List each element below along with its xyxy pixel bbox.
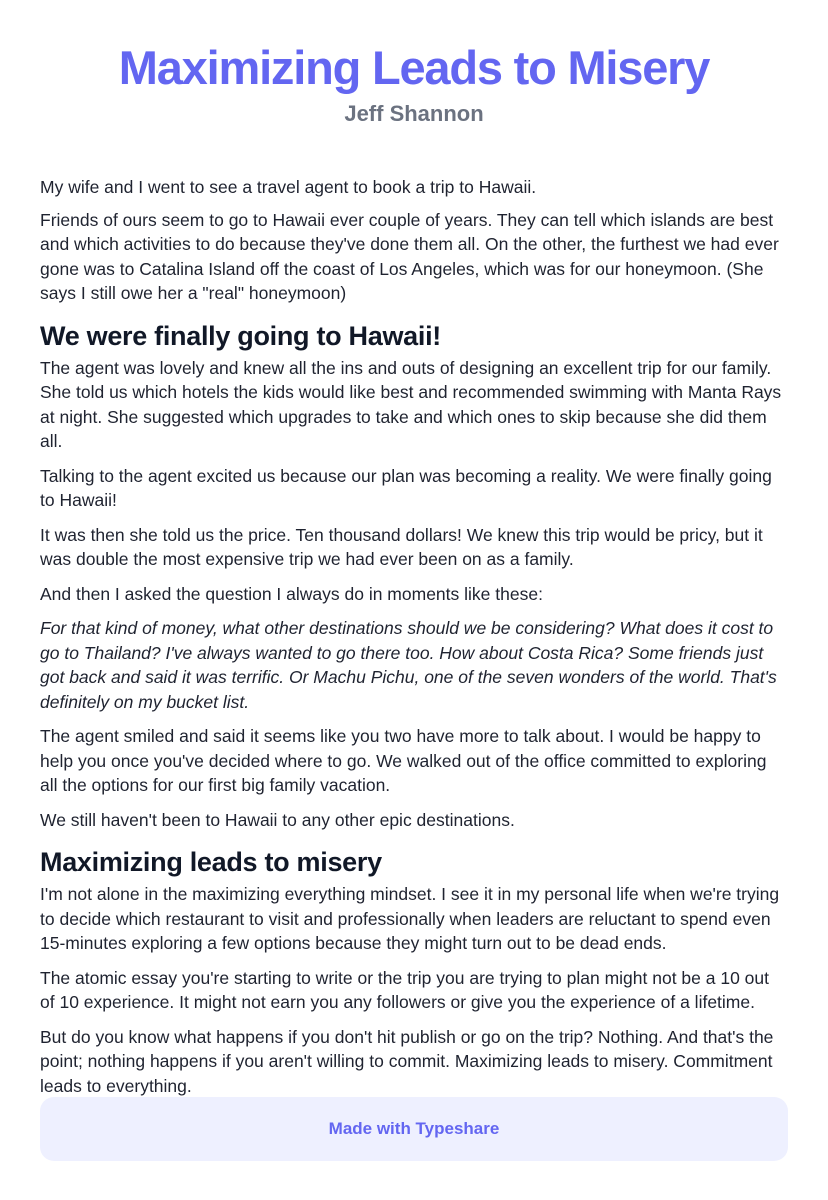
paragraph: The atomic essay you're starting to write or the trip you are trying to plan might not be a 10 out of 10 experience. It might not earn you any followers or give you the experience of a lifetime. xyxy=(40,967,769,1012)
paragraph: Friends of ours seem to go to Hawaii ever couple of years. They can tell which islands are best and which activities to do because they've done them all. On the other, the furthest we had ever gone was to Catalina Island off the coast of Los Angeles, which was for our honeymoon. (She says I still owe her a "real" honeymoon) xyxy=(40,209,779,303)
paragraph: The agent was lovely and knew all the ins and outs of designing an excellent trip for our family. She told us which hotels the kids would like best and recommended swimming with Manta Rays at night. She suggested which upgrades to take and which ones to skip because she did them all. xyxy=(40,357,782,451)
paragraph: Talking to the agent excited us because our plan was becoming a reality. We were finally going to Hawaii! xyxy=(40,465,772,510)
section-heading: Maximizing leads to misery xyxy=(40,847,382,877)
paragraph: The agent smiled and said it seems like you two have more to talk about. I would be happy to help you once you've decided where to go. We walked out of the office committed to exploring all the options for our first big family vacation. xyxy=(40,726,767,795)
paragraph: I'm not alone in the maximizing everything mindset. I see it in my personal life when we're trying to decide which restaurant to visit and professionally when leaders are reluctant to spend even 15-minutes exploring a few options because they might turn out to be dead ends. xyxy=(40,884,780,953)
section-heading: We were finally going to Hawaii! xyxy=(40,320,441,351)
quote-paragraph: For that kind of money, what other destinations should we be considering? What does it cost to go to Thailand? I've always wanted to go there too. How about Costa Rica? Some friends just got back and said it was terrific. Or Machu Pichu, one of the seven wonders of the world. That's definitely on my bucket list. xyxy=(40,618,777,712)
footer-label[interactable]: Made with Typeshare xyxy=(328,1119,500,1138)
article-body xyxy=(40,175,788,1098)
made-with-typeshare-banner[interactable] xyxy=(40,1097,788,1161)
author-name: Jeff Shannon xyxy=(344,101,484,126)
paragraph: My wife and I went to see a travel agent to book a trip to Hawaii. xyxy=(40,177,537,197)
paragraph: And then I asked the question I always do in moments like these: xyxy=(40,583,543,604)
paragraph: It was then she told us the price. Ten thousand dollars! We knew this trip would be pricy, but it was double the most expensive trip we had ever been on as a family. xyxy=(40,524,763,569)
paragraph: But do you know what happens if you don't hit publish or go on the trip? Nothing. And that's the point; nothing happens if you aren't willing to commit. Maximizing leads to misery. Commitment leads to everything. xyxy=(40,1026,774,1096)
paragraph: We still haven't been to Hawaii to any other epic destinations. xyxy=(40,809,515,830)
page-title: Maximizing Leads to Misery xyxy=(118,41,710,94)
